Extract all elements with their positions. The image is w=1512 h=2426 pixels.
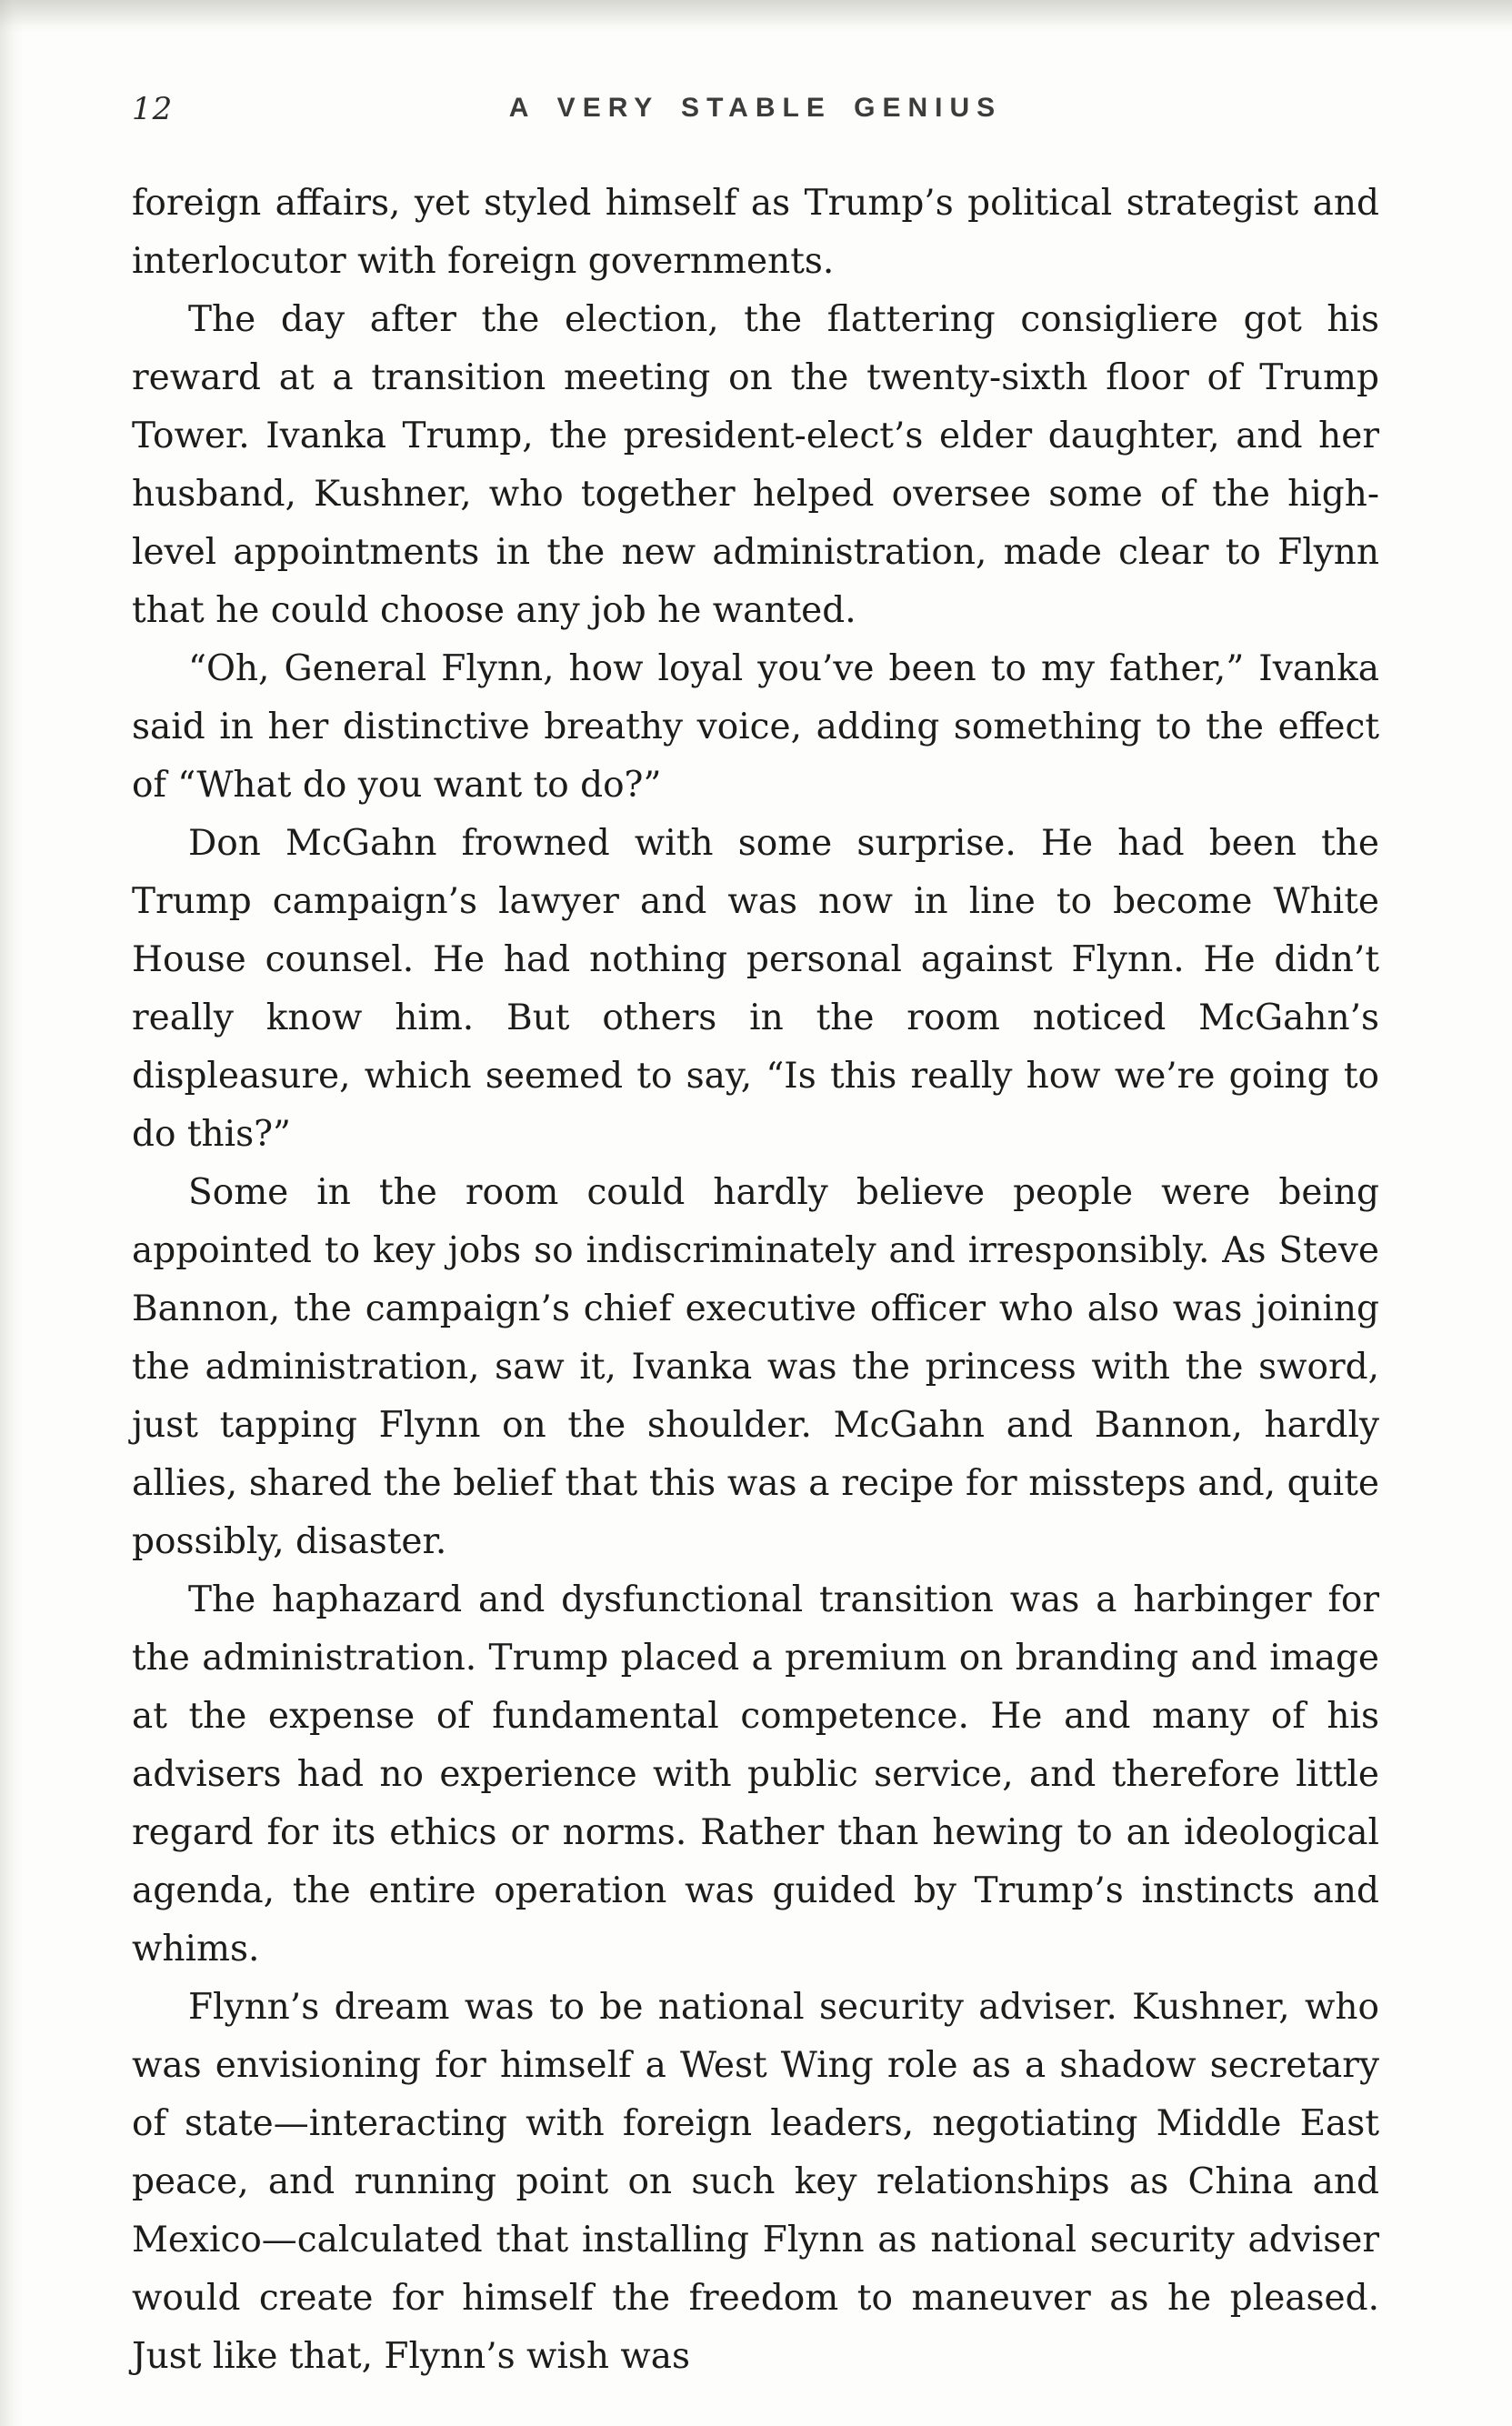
page-number: 12	[132, 91, 174, 127]
scan-edge-top	[0, 0, 1512, 33]
paragraph: The day after the election, the flattering consigliere got his reward at a transition meeting on the twenty-sixth floor of Trump Tower. Ivanka Trump, the president-elect’s elder daughter, and her husband, Kushner, who together helped oversee some of the high-level appointments in the new administration, made clear to Flynn that he could choose any job he wanted.	[132, 299, 1379, 631]
paragraph: Flynn’s dream was to be national security adviser. Kushner, who was envisioning for himself a West Wing role as a shadow secretary of state—interacting with foreign leaders, negotiating Middle East peace, and running point on such key relationships as China and Mexico—calculated that installing Flynn as national security adviser would create for himself the freedom to maneuver as he pleased. Just like that, Flynn’s wish was	[132, 1987, 1379, 2377]
scan-edge-bottom	[0, 2413, 1512, 2426]
paragraph: “Oh, General Flynn, how loyal you’ve been to my father,” Ivanka said in her distinctive breathy voice, adding something to the effect of “What do you want to do?”	[132, 648, 1379, 806]
body-text	[132, 175, 1379, 2386]
scan-edge-left	[0, 0, 24, 2426]
page-header	[132, 84, 1379, 135]
paragraph: Don McGahn frowned with some surprise. He had been the Trump campaign’s lawyer and was now in line to become White House counsel. He had nothing personal against Flynn. He didn’t really know him. But others in the room noticed McGahn’s displeasure, which seemed to say, “Is this really how we’re going to do this?”	[132, 823, 1379, 1155]
paragraph: Some in the room could hardly believe people were being appointed to key jobs so indiscriminately and irresponsibly. As Steve Bannon, the campaign’s chief executive officer who also was joining the administration, saw it, Ivanka was the princess with the sword, just tapping Flynn on the shoulder. McGahn and Bannon, hardly allies, shared the belief that this was a recipe for missteps and, quite possibly, disaster.	[132, 1172, 1379, 1562]
running-header: A VERY STABLE GENIUS	[508, 93, 1003, 123]
paragraph: The haphazard and dysfunctional transition was a harbinger for the administration. Trump placed a premium on branding and image at the expense of fundamental competence. He and many of his advisers had no experience with public service, and therefore little regard for its ethics or norms. Rather than hewing to an ideological agenda, the entire operation was guided by Trump’s instincts and whims.	[132, 1579, 1379, 1970]
paragraph: foreign affairs, yet styled himself as Trump’s political strategist and interlocutor with foreign governments.	[132, 183, 1379, 282]
